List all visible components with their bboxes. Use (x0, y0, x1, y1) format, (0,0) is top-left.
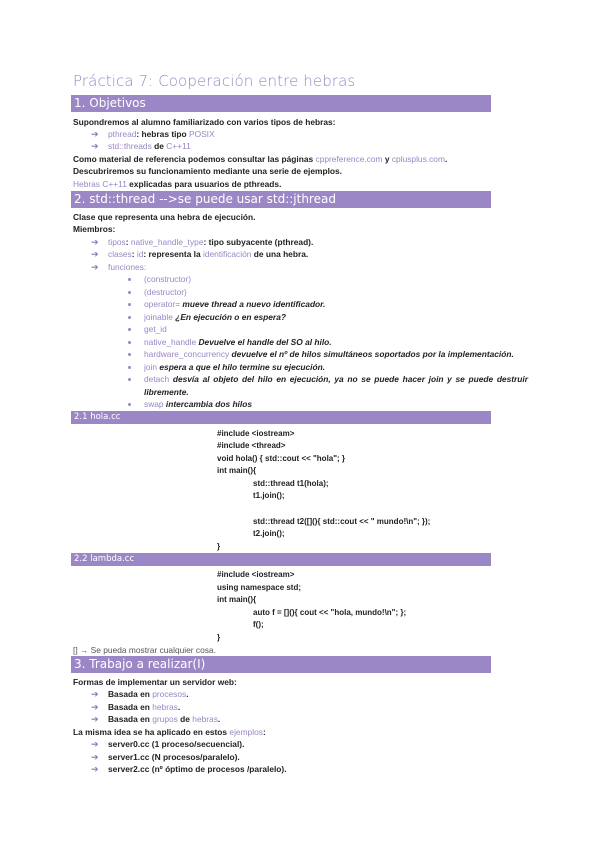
list-item-text: : (131, 249, 137, 259)
arrow-bullet-icon: ➔ (91, 141, 99, 151)
function-desc: intercambia dos hilos (163, 399, 252, 409)
list-item (108, 141, 191, 152)
reference-line (73, 154, 447, 165)
link-operator-assign[interactable]: operator= (144, 299, 181, 309)
code-line: f(); (253, 620, 264, 629)
list-item-text: : (125, 237, 131, 247)
list-item-text: . (217, 714, 221, 724)
page-title: Práctica 7: Cooperación entre hebras (73, 72, 356, 90)
link-clases[interactable]: clases (108, 249, 132, 259)
reference-text: . (444, 154, 448, 164)
bullet-icon (128, 366, 131, 369)
link-tipos[interactable]: tipos (108, 237, 126, 247)
code-line: #include <thread> (217, 441, 286, 450)
code-line: #include <iostream> (217, 570, 295, 579)
list-item (108, 237, 313, 248)
function-item (144, 299, 325, 310)
code-line: } (217, 633, 221, 642)
section-heading-std-thread: 2. std::thread -->se puede usar std::jthread (71, 191, 491, 208)
function-item (144, 399, 252, 410)
link-hebras[interactable]: hebras (152, 702, 178, 712)
code-line: t1.join(); (253, 491, 285, 500)
link-native-handle-type[interactable]: native_handle_type (130, 237, 204, 247)
arrow-bullet-icon: ➔ (91, 249, 99, 259)
list-item: server2.cc (nº óptimo de procesos /paralelo). (108, 764, 287, 774)
function-desc: ¿En ejecución o en espera? (172, 312, 286, 322)
list-item (108, 249, 308, 260)
bullet-icon (128, 291, 131, 294)
link-cppreference[interactable]: cppreference.com (315, 154, 383, 164)
list-item-text: : representa la (143, 249, 203, 259)
link-procesos[interactable]: procesos (152, 689, 187, 699)
paragraph (73, 179, 281, 190)
list-item-text: . (186, 689, 189, 699)
arrow-bullet-icon: ➔ (91, 702, 99, 712)
link-destructor[interactable]: (destructor) (144, 287, 187, 297)
link-join[interactable]: join (144, 362, 158, 372)
code-line: auto f = [](){ cout << "hola, mundo!\n"; }; (253, 608, 407, 617)
bullet-icon (128, 328, 131, 331)
subsection-heading-lambda: 2.2 lambda.cc (71, 553, 491, 566)
list-item-text: : hebras tipo (136, 129, 189, 139)
link-cplusplus[interactable]: cplusplus.com (391, 154, 445, 164)
list-item (108, 702, 180, 713)
list-item (108, 689, 189, 700)
function-desc-continued: libremente. (144, 387, 189, 397)
function-item (144, 374, 528, 385)
code-line: t2.join(); (253, 529, 285, 538)
reference-text: y (382, 154, 392, 164)
function-desc: desvía al objeto del hilo en ejecución, ya no se puede hacer join y se puede destruir (169, 374, 528, 384)
section-heading-trabajo: 3. Trabajo a realizar(I) (71, 656, 491, 673)
paragraph-text: La misma idea se ha aplicado en estos (73, 727, 230, 737)
link-identificacion[interactable]: identificación (203, 249, 252, 259)
reference-text: Como material de referencia podemos consultar las páginas (73, 154, 316, 164)
arrow-bullet-icon: ➔ (91, 689, 99, 699)
paragraph: Descubriremos su funcionamiento mediante una serie de ejemplos. (73, 166, 343, 176)
bullet-icon (128, 403, 131, 406)
link-cpp11[interactable]: C++11 (166, 141, 191, 151)
list-item: server0.cc (1 proceso/secuencial). (108, 739, 245, 749)
list-item-text: Basada en (108, 689, 153, 699)
arrow-bullet-icon: ➔ (91, 764, 99, 774)
arrow-bullet-icon: ➔ (91, 714, 99, 724)
function-desc: Devuelve el handle del SO al hilo. (196, 337, 332, 347)
bullet-icon (128, 341, 131, 344)
arrow-bullet-icon: ➔ (91, 752, 99, 762)
objetivos-intro: Supondremos al alumno familiarizado con varios tipos de hebras: (73, 117, 336, 127)
bullet-icon (128, 278, 131, 281)
bullet-icon (128, 316, 131, 319)
function-desc: mueve thread a nuevo identificador. (180, 299, 326, 309)
paragraph: Clase que representa una hebra de ejecución. (73, 212, 256, 222)
link-constructor[interactable]: (constructor) (144, 274, 192, 284)
link-native-handle[interactable]: native_handle (144, 337, 197, 347)
section-heading-objetivos: 1. Objetivos (71, 95, 491, 112)
code-line: std::thread t1(hola); (253, 479, 329, 488)
function-item (144, 362, 325, 373)
subsection-heading-hola: 2.1 hola.cc (71, 411, 491, 424)
code-line: } (217, 542, 221, 551)
link-id[interactable]: id (136, 249, 144, 259)
paragraph: Formas de implementar un servidor web: (73, 677, 237, 687)
bullet-icon (128, 353, 131, 356)
code-line: using namespace std; (217, 583, 302, 592)
function-item (144, 287, 187, 298)
function-item (144, 312, 286, 323)
paragraph: Miembros: (73, 224, 116, 234)
list-item (108, 262, 146, 273)
list-item (108, 714, 220, 725)
function-item (144, 337, 332, 348)
paragraph-text: explicadas para usuarios de pthreads. (126, 179, 282, 189)
link-swap[interactable]: swap (144, 399, 164, 409)
link-joinable[interactable]: joinable (144, 312, 173, 322)
list-item-text: . (177, 702, 181, 712)
list-item-text: Basada en (108, 702, 153, 712)
link-hebras-2[interactable]: hebras (192, 714, 218, 724)
list-item-text: Basada en (108, 714, 153, 724)
link-std-threads[interactable]: std::threads (108, 141, 152, 151)
function-item (144, 324, 167, 335)
bullet-icon (128, 378, 131, 381)
code-line: int main(){ (217, 595, 257, 604)
list-item-text: de (151, 141, 167, 151)
funciones-label: funciones: (108, 262, 147, 272)
arrow-bullet-icon: ➔ (91, 739, 99, 749)
link-detach[interactable]: detach (144, 374, 170, 384)
code-line: int main(){ (217, 466, 257, 475)
code-line: std::thread t2([](){ std::cout << " mundo!\n"; }); (253, 517, 431, 526)
arrow-bullet-icon: ➔ (91, 129, 99, 139)
note: [] → Se pueda mostrar cualquier cosa. (73, 645, 216, 655)
function-item (144, 349, 514, 360)
function-desc: devuelve el nº de hilos simultáneos soportados por la implementación. (229, 349, 514, 359)
list-item-text: de una hebra. (251, 249, 309, 259)
link-ejemplos[interactable]: ejemplos (229, 727, 263, 737)
code-line: void hola() { std::cout << "hola"; } (217, 454, 346, 463)
arrow-bullet-icon: ➔ (91, 262, 99, 272)
list-item (108, 129, 215, 140)
function-item (144, 274, 191, 285)
paragraph (73, 727, 266, 738)
link-posix[interactable]: POSIX (189, 129, 215, 139)
function-desc: espera a que el hilo termine su ejecución. (157, 362, 326, 372)
arrow-bullet-icon: ➔ (91, 237, 99, 247)
link-grupos[interactable]: grupos (152, 714, 178, 724)
list-item: server1.cc (N procesos/paralelo). (108, 752, 240, 762)
code-line: #include <iostream> (217, 429, 295, 438)
link-get-id[interactable]: get_id (144, 324, 167, 334)
paragraph-text: : (262, 727, 266, 737)
list-item-text: : tipo subyacente (pthread). (203, 237, 314, 247)
link-hardware-concurrency[interactable]: hardware_concurrency (144, 349, 230, 359)
link-hebras-cpp11[interactable]: Hebras C++11 (73, 179, 127, 189)
list-item-text: de (177, 714, 193, 724)
bullet-icon (128, 303, 131, 306)
link-pthread[interactable]: pthread (108, 129, 137, 139)
